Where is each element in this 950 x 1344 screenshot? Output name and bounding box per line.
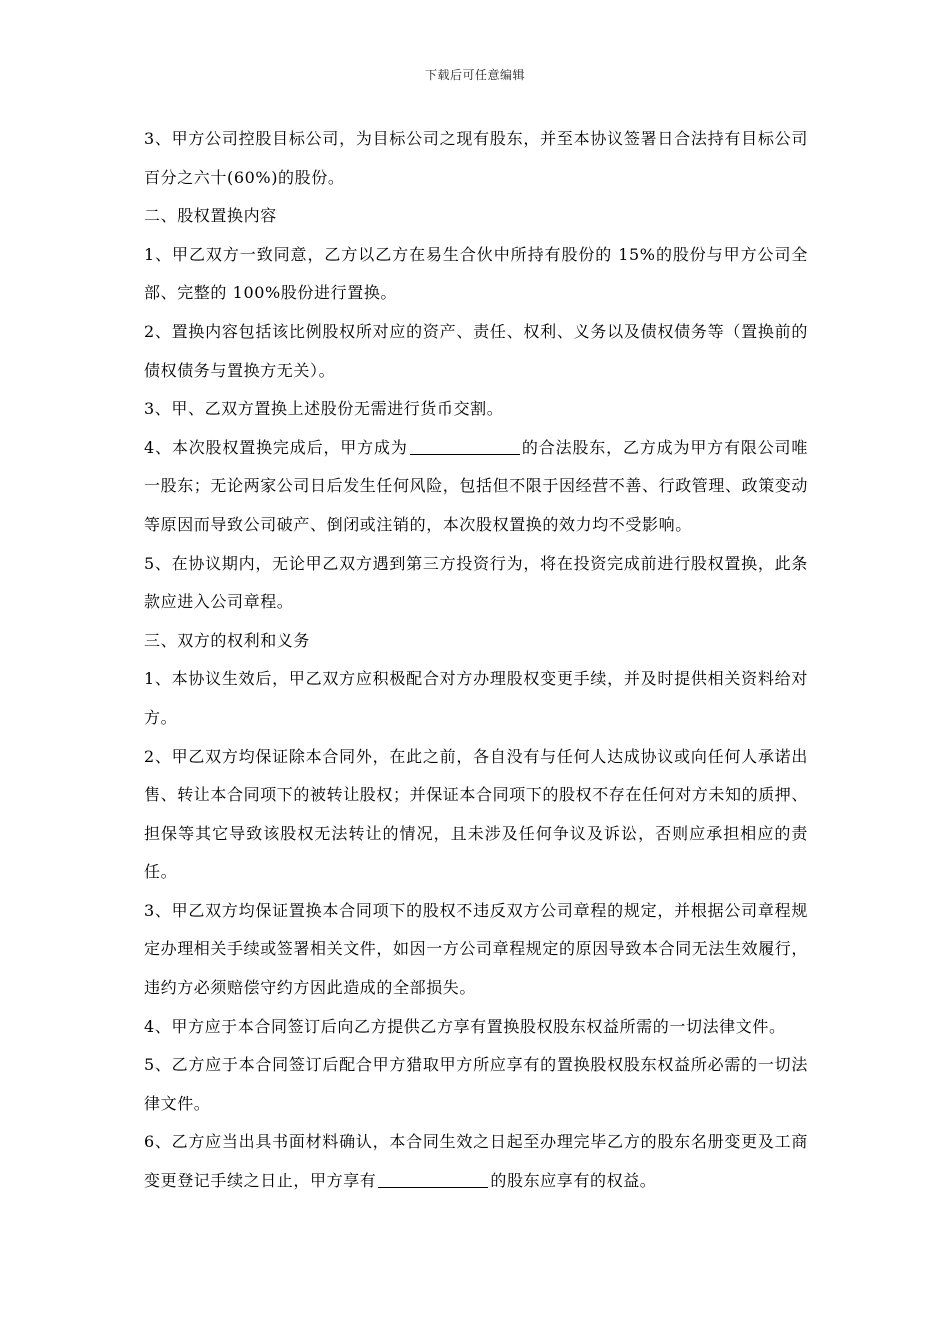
clause-3-6-text-after-blank: 的股东应享有的权益。 [490, 1171, 657, 1191]
clause-2-2: 2、置换内容包括该比例股权所对应的资产、责任、权利、义务以及债权债务等（置换前的债权债务与置换方无关）。 [144, 321, 808, 380]
fill-in-blank-equity [378, 1169, 488, 1188]
page-header-note: 下载后可任意编辑 [424, 68, 525, 82]
clause-3-6 [144, 1123, 808, 1200]
section-2-title: 二、股权置换内容 [144, 206, 277, 226]
clause-2-3: 3、甲、乙双方置换上述股份无需进行货币交割。 [144, 399, 504, 419]
clause-3-6-text-before-blank: 6、乙方应当出具书面材料确认，本合同生效之日起至办理完毕乙方的股东名册变更及工商变更登记手续之日止，甲方享有 [144, 1132, 808, 1191]
document-body [144, 120, 808, 1201]
clause-3-3: 3、甲乙双方均保证置换本合同项下的股权不违反双方公司章程的规定，并根据公司章程规定办理相关手续或签署相关文件，如因一方公司章程规定的原因导致本合同无法生效履行，违约方必须赔偿守约方因此造成的全部损失。 [144, 900, 809, 998]
fill-in-blank-company [410, 436, 520, 455]
clause-1-3-target-company: 3、甲方公司控股目标公司，为目标公司之现有股东，并至本协议签署日合法持有目标公司百分之六十(60%)的股份。 [144, 129, 808, 187]
clause-3-2: 2、甲乙双方均保证除本合同外，在此之前，各自没有与任何人达成协议或向任何人承诺出售、转让本合同项下的被转让股权；并保证本合同项下的股权不存在任何对方未知的质押、担保等其它导致该股权无法转让的情况，且未涉及任何争议及诉讼，否则应承担相应的责任。 [144, 746, 809, 882]
clause-2-4-text-before-blank: 4、本次股权置换完成后，甲方成为 [144, 437, 408, 457]
clause-2-5: 5、在协议期内，无论甲乙双方遇到第三方投资行为，将在投资完成前进行股权置换，此条款应进入公司章程。 [144, 553, 808, 612]
clause-3-5: 5、乙方应于本合同签订后配合甲方猎取甲方所应享有的置换股权股东权益所必需的一切法律文件。 [144, 1055, 808, 1113]
clause-2-4 [144, 429, 808, 545]
clause-2-1: 1、甲乙双方一致同意，乙方以乙方在易生合伙中所持有股份的 15%的股份与甲方公司全部、完整的 100%股份进行置换。 [144, 244, 808, 303]
clause-3-4: 4、甲方应于本合同签订后向乙方提供乙方享有置换股权股东权益所需的一切法律文件。 [144, 1016, 786, 1036]
clause-2-4-text-after-blank: 的合法股东，乙方成为甲方有限公司唯一股东；无论两家公司日后发生任何风险，包括但不限于因经营不善、行政管理、政策变动等原因而导致公司破产、倒闭或注销的，本次股权置换的效力均不受影响。 [144, 437, 809, 534]
clause-3-1: 1、本协议生效后，甲乙双方应积极配合对方办理股权变更手续，并及时提供相关资料给对方。 [144, 669, 808, 727]
section-3-title: 三、双方的权利和义务 [144, 630, 311, 650]
